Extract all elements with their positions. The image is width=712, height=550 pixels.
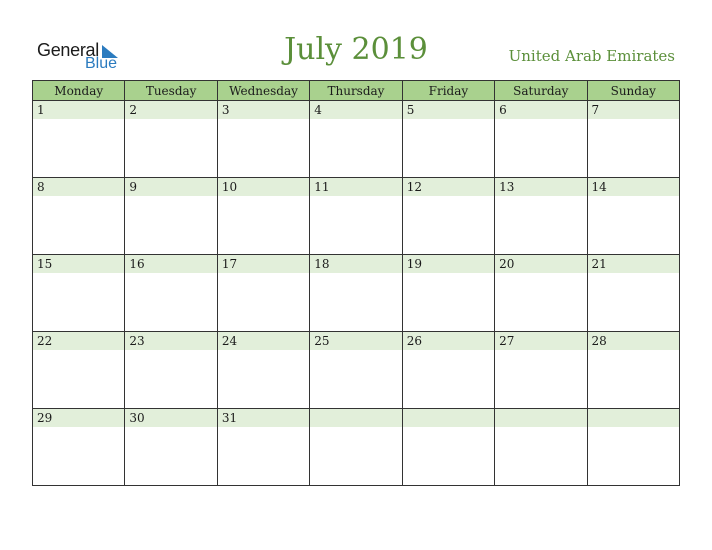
day-number: 22 [33,332,124,350]
day-cell [402,101,494,178]
day-cell [33,332,125,409]
day-cell [217,255,309,332]
day-cell [587,332,679,409]
logo-blue-text: Blue [85,55,118,72]
day-number [310,409,401,427]
calendar-grid [32,80,680,486]
weekday-header: Monday [33,81,125,101]
day-number: 14 [588,178,679,196]
week-row [33,101,680,178]
weekday-header: Thursday [310,81,402,101]
day-cell [495,332,587,409]
generalblue-logo [37,40,127,74]
day-cell [125,255,217,332]
day-number: 24 [218,332,309,350]
day-cell [217,332,309,409]
week-row [33,332,680,409]
weekday-header-row [33,81,680,101]
day-cell [587,178,679,255]
day-number: 26 [403,332,494,350]
day-number [588,409,679,427]
day-cell [217,101,309,178]
day-number: 30 [125,409,216,427]
weekday-header: Friday [402,81,494,101]
day-cell [33,255,125,332]
day-cell [125,101,217,178]
day-number: 18 [310,255,401,273]
weekday-header: Sunday [587,81,679,101]
day-cell [495,101,587,178]
logo-general-text: General [37,40,99,60]
calendar-title: July 2019 [284,32,428,67]
day-number: 20 [495,255,586,273]
day-number: 13 [495,178,586,196]
day-cell [402,255,494,332]
day-cell [310,101,402,178]
day-cell [402,332,494,409]
day-number: 19 [403,255,494,273]
day-cell [402,409,494,486]
day-number: 23 [125,332,216,350]
day-cell [587,409,679,486]
day-number: 7 [588,101,679,119]
day-cell [33,178,125,255]
day-cell [33,101,125,178]
day-cell [495,178,587,255]
day-cell [125,409,217,486]
week-row [33,409,680,486]
day-number: 9 [125,178,216,196]
day-number: 8 [33,178,124,196]
day-cell [310,409,402,486]
week-row [33,255,680,332]
day-number: 17 [218,255,309,273]
day-number: 11 [310,178,401,196]
weekday-header: Saturday [495,81,587,101]
day-number: 15 [33,255,124,273]
day-number: 3 [218,101,309,119]
day-cell [217,409,309,486]
weekday-header: Tuesday [125,81,217,101]
day-number: 31 [218,409,309,427]
day-cell [310,178,402,255]
day-number [403,409,494,427]
day-number [495,409,586,427]
day-cell [402,178,494,255]
day-cell [587,255,679,332]
day-number: 25 [310,332,401,350]
day-number: 6 [495,101,586,119]
weekday-header: Wednesday [217,81,309,101]
day-number: 12 [403,178,494,196]
day-number: 5 [403,101,494,119]
day-number: 2 [125,101,216,119]
day-cell [310,255,402,332]
day-cell [495,409,587,486]
day-number: 29 [33,409,124,427]
day-number: 27 [495,332,586,350]
day-cell [125,332,217,409]
day-cell [587,101,679,178]
day-cell [217,178,309,255]
day-number: 1 [33,101,124,119]
day-number: 16 [125,255,216,273]
day-cell [33,409,125,486]
day-cell [310,332,402,409]
day-number: 10 [218,178,309,196]
day-number: 28 [588,332,679,350]
day-cell [125,178,217,255]
day-cell [495,255,587,332]
week-row [33,178,680,255]
day-number: 21 [588,255,679,273]
day-number: 4 [310,101,401,119]
country-label: United Arab Emirates [508,47,675,65]
